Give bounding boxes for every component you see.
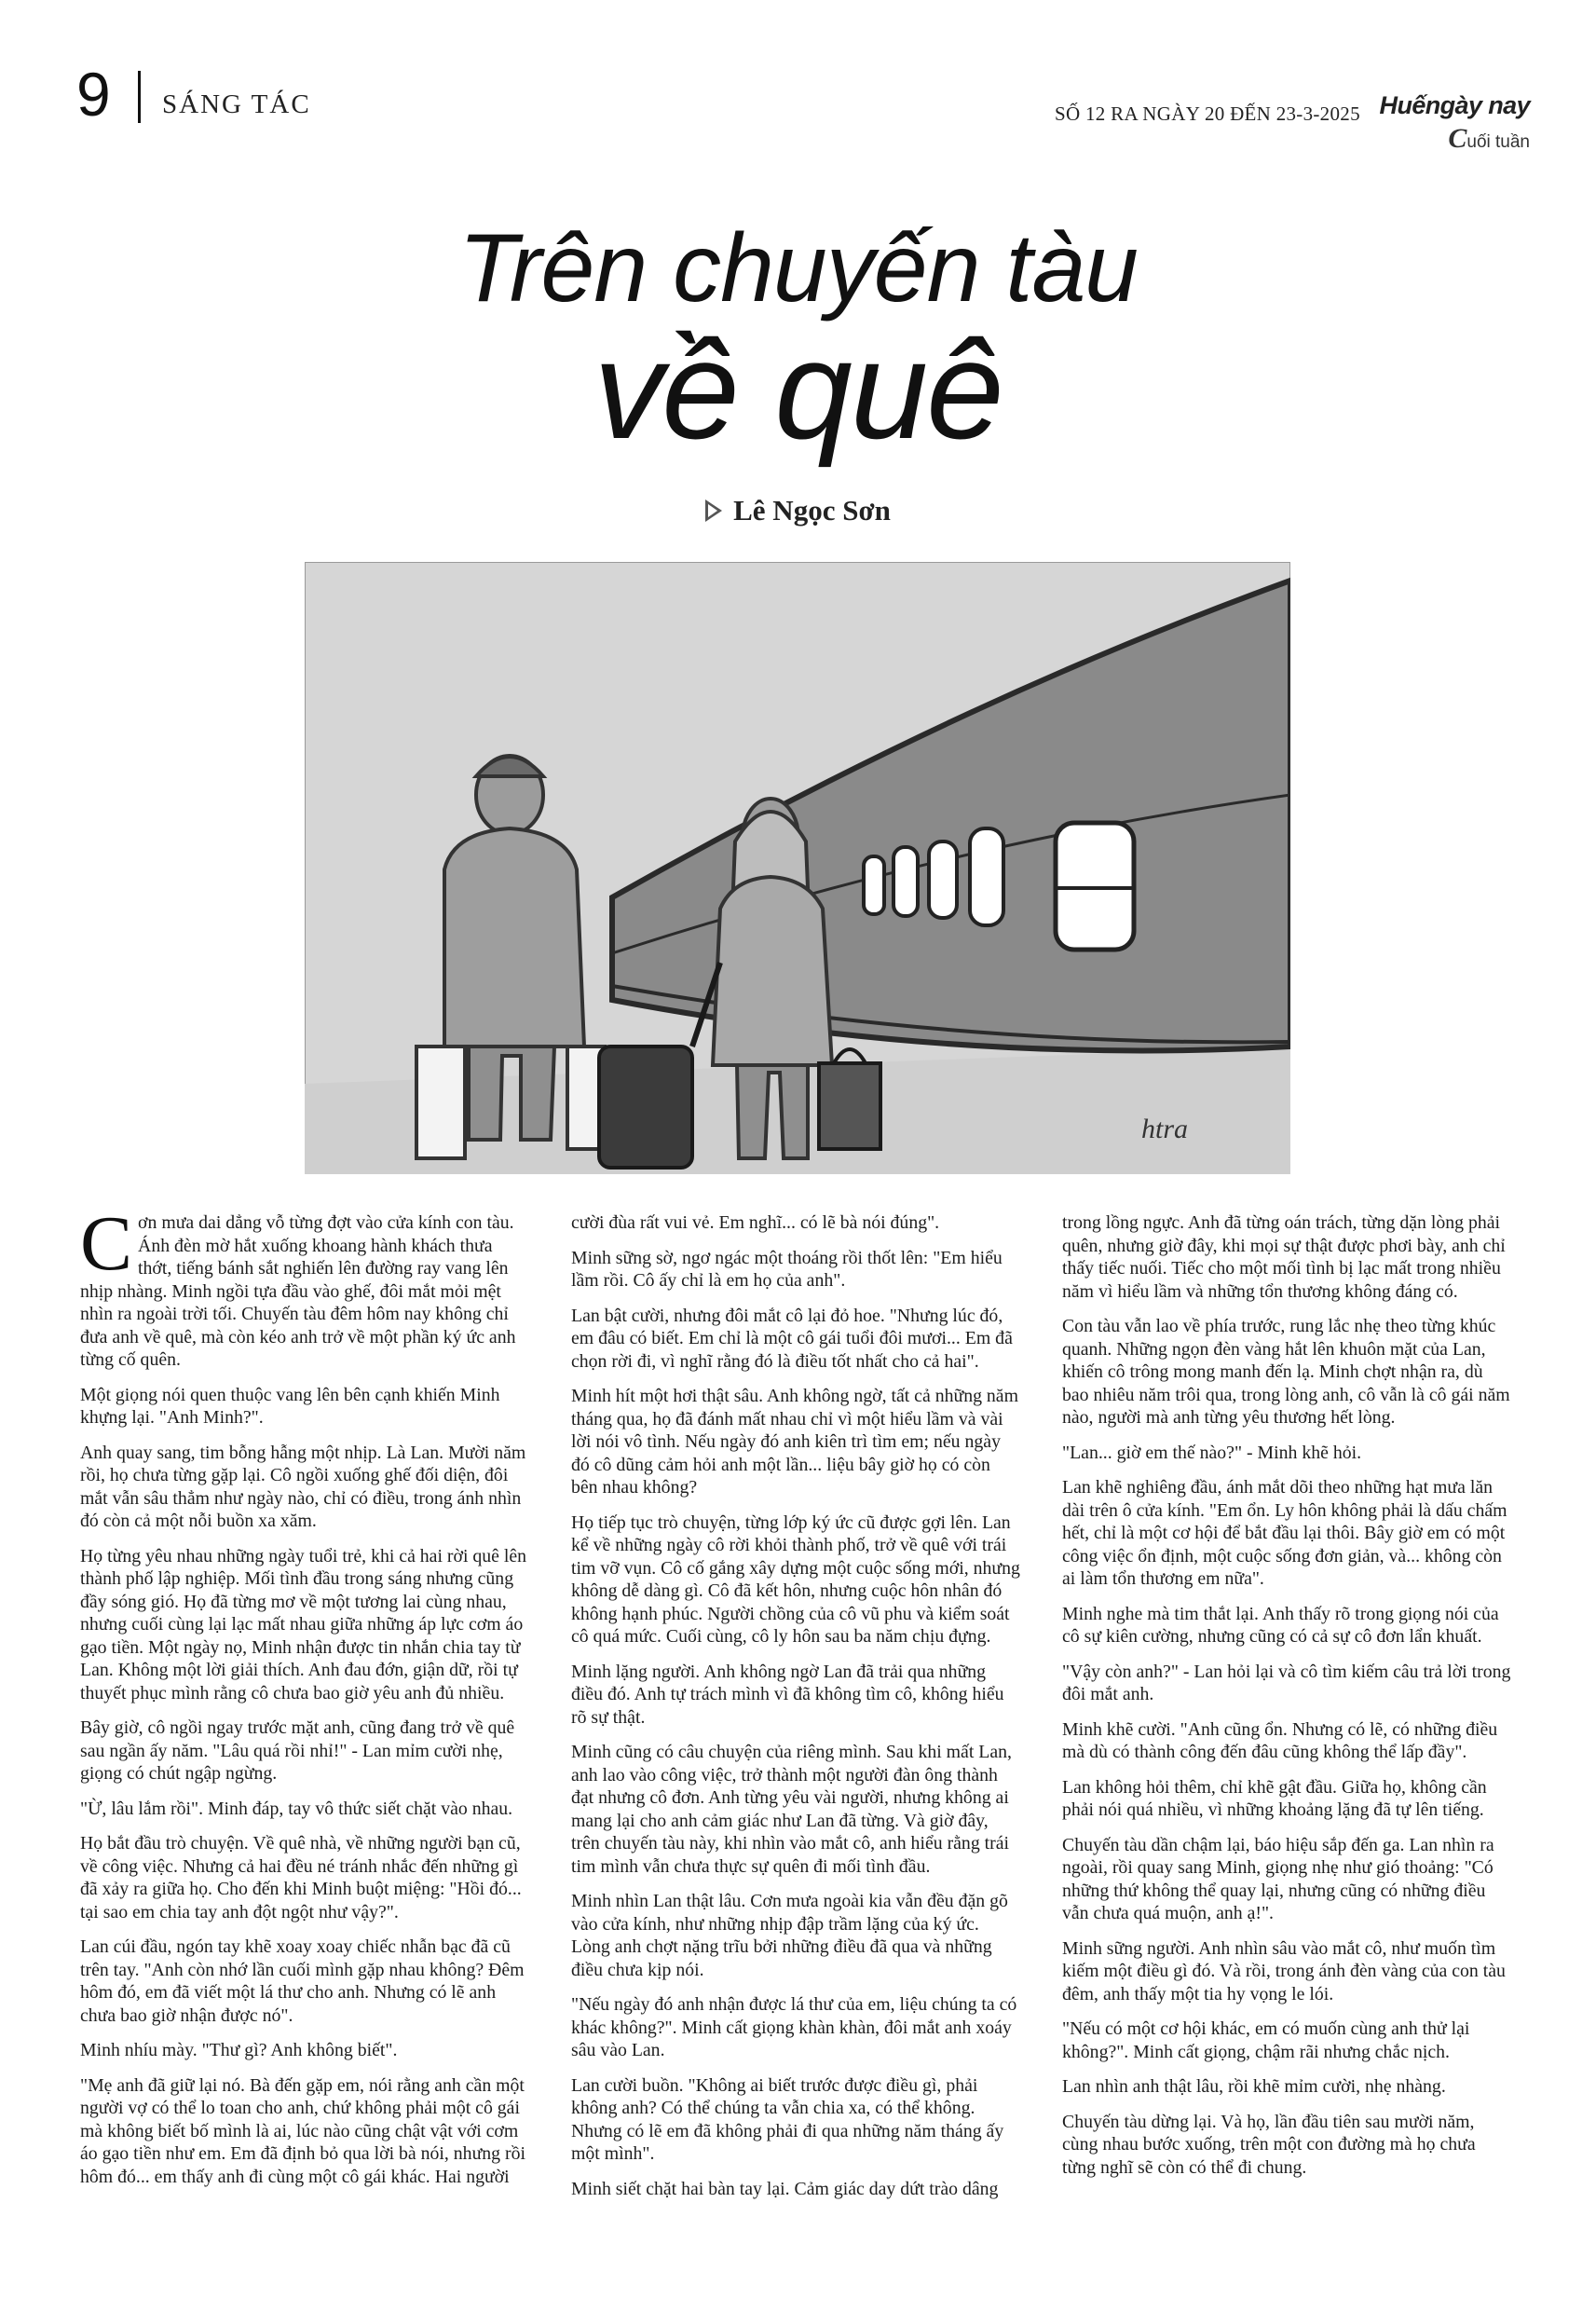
opening-text: ơn mưa dai dẳng vỗ từng đợt vào cửa kính con tàu. Ánh đèn mờ hắt xuống khoang hành khách thưa thớt, tiếng bánh sắt nghiến lên đường ray vang lên nhịp nhàng. Minh ngồi tựa đầu vào ghế, đôi mắt mỏi mệt nhìn ra ngoài trời tối. Chuyến tàu đêm hôm nay không chỉ đưa anh về quê, mà còn kéo anh trở về một phần ký ức anh từng cố quên. bbox=[80, 1212, 516, 1370]
issue-date: SỐ 12 RA NGÀY 20 ĐẾN 23-3-2025 bbox=[1055, 103, 1360, 125]
paragraph: Minh nghe mà tim thắt lại. Anh thấy rõ trong giọng nói của cô sự kiên cường, nhưng cũng có cả sự cô đơn lẩn khuất. bbox=[1062, 1603, 1499, 1647]
page-header bbox=[76, 58, 1530, 160]
play-triangle-icon bbox=[705, 499, 722, 522]
masthead-subtitle-rest: uối tuần bbox=[1466, 132, 1530, 152]
body-column-1 bbox=[80, 1200, 530, 2200]
paragraph: "Mẹ anh đã giữ lại nó. Bà đến gặp em, nói rằng anh cần một người vợ có thể lo toan cho anh, chứ không phải một cô gái mà không biết bố mình là ai, lúc nào cũng chật vật với cơm áo gạo tiền như em. Em đã định bỏ qua lời bà nói, nhưng rồi hôm đó... em thấy anh đi cùng một cô gái khác. Hai người bbox=[80, 2074, 525, 2187]
paragraph: Minh khẽ cười. "Anh cũng ổn. Nhưng có lẽ, có những điều mà dù có thành công đến đâu cũng không thể lấp đầy". bbox=[1062, 1718, 1498, 1762]
paragraph: Minh siết chặt hai bàn tay lại. Cảm giác day dứt trào dâng bbox=[571, 2178, 999, 2199]
paragraph: "Vậy còn anh?" - Lan hỏi lại và cô tìm kiếm câu trả lời trong đôi mắt anh. bbox=[1062, 1661, 1511, 1704]
section-label: SÁNG TÁC bbox=[162, 89, 311, 119]
paragraph: Họ bắt đầu trò chuyện. Về quê nhà, về những người bạn cũ, về công việc. Nhưng cả hai đều né tránh nhắc đến những gì đã xảy ra giữa họ. Cho đến khi Minh buột miệng: "Hồi đó... tại sao em chia tay anh đột ngột như vậy?". bbox=[80, 1833, 522, 1922]
paragraph: "Lan... giờ em thế nào?" - Minh khẽ hỏi. bbox=[1062, 1442, 1362, 1463]
paragraph: Minh nhíu mày. "Thư gì? Anh không biết". bbox=[80, 2040, 398, 2060]
masthead-name: Huếngày nay bbox=[1379, 91, 1530, 119]
paragraph: "Ừ, lâu lắm rồi". Minh đáp, tay vô thức siết chặt vào nhau. bbox=[80, 1798, 513, 1819]
article-body bbox=[80, 1200, 1515, 2274]
page-number: 9 bbox=[76, 60, 111, 129]
paragraph-opening bbox=[80, 1200, 530, 1372]
paragraph: Lan nhìn anh thật lâu, rồi khẽ mỉm cười, nhẹ nhàng. bbox=[1062, 2076, 1446, 2097]
body-column-2 bbox=[571, 1211, 1021, 2212]
paragraph: Bây giờ, cô ngồi ngay trước mặt anh, cũng đang trở về quê sau ngần ấy năm. "Lâu quá rồi nhỉ!" - Lan mỉm cười nhẹ, giọng có chút ngập ngừng. bbox=[80, 1717, 515, 1784]
masthead-subtitle-initial: C bbox=[1448, 123, 1467, 154]
masthead-subtitle bbox=[1448, 123, 1530, 155]
paragraph: Minh sững sờ, ngơ ngác một thoáng rồi thốt lên: "Em hiểu lầm rồi. Cô ấy chỉ là em họ của anh". bbox=[571, 1247, 1003, 1291]
paragraph: Anh quay sang, tim bỗng hẫng một nhịp. Là Lan. Mười năm rồi, họ chưa từng gặp lại. Cô ngồi xuống ghế đối diện, đôi mắt vẫn sâu thẳm như ngày nào, chỉ có điều, trong ánh nhìn đó còn cả một nỗi buồn xa xăm. bbox=[80, 1442, 526, 1531]
article-title-line-1: Trên chuyến tàu bbox=[458, 214, 1138, 322]
author-name: Lê Ngọc Sơn bbox=[733, 494, 891, 527]
body-column-3 bbox=[1062, 1211, 1512, 2191]
paragraph: Lan không hỏi thêm, chỉ khẽ gật đầu. Giữa họ, không cần phải nói quá nhiều, vì những khoảng lặng đã tự lên tiếng. bbox=[1062, 1776, 1487, 1820]
paragraph: Họ từng yêu nhau những ngày tuổi trẻ, khi cả hai rời quê lên thành phố lập nghiệp. Mối tình đầu trong sáng nhưng cũng đầy sóng gió. Họ đã từng mơ về một tương lai cùng nhau, nhưng cuối cùng lại lạc mất nhau giữa những áp lực cơm áo gạo tiền. Một ngày nọ, Minh nhận được tin nhắn chia tay từ Lan. Không một lời giải thích. Anh đau đớn, giận dữ, rồi tự thuyết phục mình rằng cô chưa bao giờ yêu anh đủ nhiều. bbox=[80, 1545, 527, 1703]
paragraph: Lan cười buồn. "Không ai biết trước được điều gì, phải không anh? Có thể chúng ta vẫn chia xa, có thể không. Nhưng có lẽ em đã không phải đi qua những năm tháng ấy một mình". bbox=[571, 2074, 1004, 2164]
paragraph: Minh lặng người. Anh không ngờ Lan đã trải qua những điều đó. Anh tự trách mình vì đã không tìm cô, không hiểu rõ sự thật. bbox=[571, 1661, 1004, 1728]
paragraph: Họ tiếp tục trò chuyện, từng lớp ký ức cũ được gợi lên. Lan kể về những ngày cô rời khỏi thành phố, trở về quê với trái tim vỡ vụn. Cô cố gắng xây dựng một cuộc sống mới, nhưng không dễ dàng gì. Cô đã kết hôn, nhưng cuộc hôn nhân đó không hạnh phúc. Người chồng của cô vũ phu và kiểm soát cô quá mức. Cuối cùng, cô ly hôn sau ba năm chịu đựng. bbox=[571, 1512, 1020, 1647]
paragraph: Lan cúi đầu, ngón tay khẽ xoay xoay chiếc nhẫn bạc đã cũ trên tay. "Anh còn nhớ lần cuối mình gặp nhau không? Đêm hôm đó, em đã viết một lá thư cho anh. Nhưng có lẽ anh chưa bao giờ nhận được nó". bbox=[80, 1936, 525, 2026]
paragraph: cười đùa rất vui vẻ. Em nghĩ... có lẽ bà nói đúng". bbox=[571, 1212, 940, 1233]
paragraph: Minh nhìn Lan thật lâu. Cơn mưa ngoài kia vẫn đều đặn gõ vào cửa kính, như những nhịp đập trầm lặng của ký ức. Lòng anh chợt nặng trĩu bởi những điều đã qua và những điều chưa kịp nói. bbox=[571, 1891, 1008, 1980]
train-platform-illustration bbox=[305, 562, 1290, 1174]
paragraph: Lan bật cười, nhưng đôi mắt cô lại đỏ hoe. "Nhưng lúc đó, em đâu có biết. Em chỉ là một cô gái tuổi đôi mươi... Em đã chọn rời đi, vì nghĩ rằng đó là điều tốt nhất cho cả hai". bbox=[571, 1305, 1013, 1372]
drop-cap: C bbox=[80, 1200, 133, 1287]
paragraph: trong lồng ngực. Anh đã từng oán trách, từng dặn lòng phải quên, nhưng giờ đây, khi mọi sự thật được phơi bày, anh chỉ thấy tiếc nuối. Tiếc cho một mối tình bị lạc mất trong nhiều năm vì hiểu lầm và những tổn thương không đáng có. bbox=[1062, 1212, 1506, 1302]
paragraph: Lan khẽ nghiêng đầu, ánh mắt dõi theo những hạt mưa lăn dài trên ô cửa kính. "Em ổn. Ly hôn không phải là dấu chấm hết, chỉ là một cơ hội để bắt đầu lại thôi. Bây giờ em có một công việc ổn định, một cuộc sống đơn giản, và... không còn ai làm tổn thương em nữa". bbox=[1062, 1477, 1507, 1589]
paragraph: Chuyến tàu dần chậm lại, báo hiệu sắp đến ga. Lan nhìn ra ngoài, rồi quay sang Minh, giọng nhẹ như gió thoảng: "Có những thứ không thể quay lại, nhưng cũng có những điều vẫn chưa quá muộn, anh ạ!". bbox=[1062, 1834, 1494, 1923]
paragraph: Con tàu vẫn lao về phía trước, rung lắc nhẹ theo từng khúc quanh. Những ngọn đèn vàng hắt lên khuôn mặt của Lan, khiến cô trông mong manh đến lạ. Minh chợt nhận ra, dù bao nhiêu năm trôi qua, trong lòng anh, cô vẫn là cô gái năm nào, người mà anh từng yêu thương hết lòng. bbox=[1062, 1316, 1510, 1428]
paragraph: "Nếu ngày đó anh nhận được lá thư của em, liệu chúng ta có khác không?". Minh cất giọng khàn khàn, đôi mắt anh xoáy sâu vào Lan. bbox=[571, 1994, 1017, 2060]
byline bbox=[0, 494, 1596, 527]
masthead-logo bbox=[1379, 91, 1530, 166]
paragraph: "Nếu có một cơ hội khác, em có muốn cùng anh thử lại không?". Minh cất giọng, chậm rãi nhưng chắc nịch. bbox=[1062, 2018, 1470, 2062]
paragraph: Một giọng nói quen thuộc vang lên bên cạnh khiến Minh khựng lại. "Anh Minh?". bbox=[80, 1384, 500, 1428]
paragraph: Minh cũng có câu chuyện của riêng mình. Sau khi mất Lan, anh lao vào công việc, trở thành một người đàn ông thành đạt nhưng cô đơn. Anh từng yêu vài người, nhưng không ai mang lại cho anh cảm giác như Lan đã từng. Và giờ đây, trên chuyến tàu này, khi nhìn vào mắt cô, anh hiểu rằng trái tim mình vẫn chưa thực sự quên đi mối tình đầu. bbox=[571, 1742, 1012, 1877]
paragraph: Minh hít một hơi thật sâu. Anh không ngờ, tất cả những năm tháng qua, họ đã đánh mất nhau chỉ vì một hiểu lầm và vài lời nói vô tình. Nếu ngày đó anh kiên trì tìm em; nếu ngày đó cô dũng cảm hỏi anh một lần... liệu bây giờ họ có còn bên nhau không? bbox=[571, 1386, 1018, 1498]
illustration-signature: htra bbox=[1141, 1114, 1189, 1144]
header-divider bbox=[138, 71, 141, 123]
paragraph: Chuyến tàu dừng lại. Và họ, lần đầu tiên sau mười năm, cùng nhau bước xuống, trên một con đường mà họ chưa từng nghĩ sẽ còn có thể đi chung. bbox=[1062, 2111, 1476, 2178]
article-title-line-2: về quê bbox=[593, 311, 1003, 468]
paragraph: Minh sững người. Anh nhìn sâu vào mắt cô, như muốn tìm kiếm một điều gì đó. Và rồi, trong ánh đèn vàng của con tàu đêm, anh thấy một tia hy vọng le lói. bbox=[1062, 1937, 1506, 2004]
